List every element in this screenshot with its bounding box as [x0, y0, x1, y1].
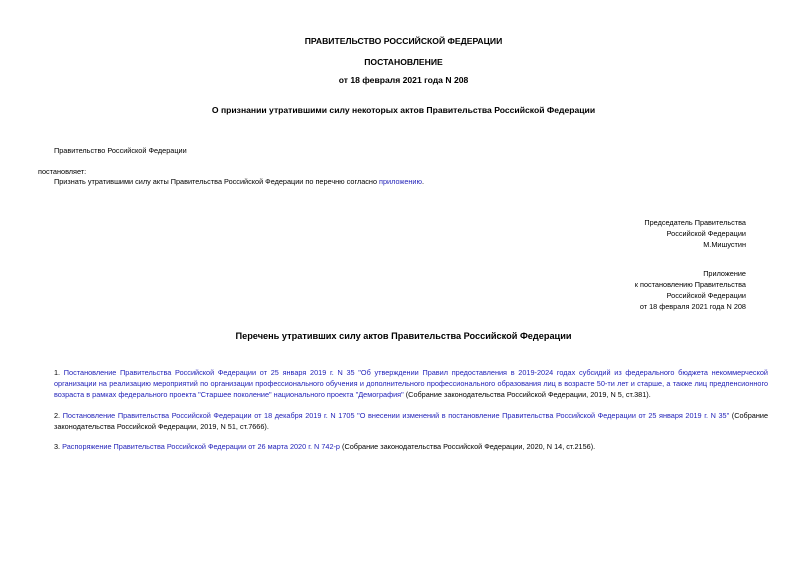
- list-item: [38, 368, 768, 400]
- body-paragraph-end: .: [421, 177, 424, 186]
- item-link[interactable]: Распоряжение Правительства Российской Федерации от 26 марта 2020 г. N 742-р: [62, 442, 340, 451]
- signature-block: [644, 217, 746, 250]
- appendix-link[interactable]: приложению: [379, 177, 422, 186]
- list-item: [38, 442, 768, 453]
- date-number-heading: от 18 февраля 2021 года N 208: [338, 75, 469, 85]
- item-number: 2.: [54, 411, 63, 420]
- signature-position: Председатель Правительства: [644, 218, 746, 227]
- body-resolves: постановляет:: [38, 167, 87, 176]
- appendix-to-resolution: к постановлению Правительства: [634, 280, 746, 289]
- item-link[interactable]: Постановление Правительства Российской Федерации от 25 января 2019 г. N 35 "Об утверждении Правил предоставления в 2019-2024 годах субсидий из федерального бюджета некоммерческой организации на реализацию мероприятий по организации профессионального обучения и дополнительного профессионального образования лиц в возрасте 50-ти лет и старше, а также лиц предпенсионного возраста в рамках федерального проекта "Старшее поколение" национального проекта "Демография": [54, 368, 768, 399]
- appendix-title: Перечень утративших силу актов Правительства Российской Федерации: [235, 331, 572, 341]
- item-number: 1.: [54, 368, 64, 377]
- item-source: (Собрание законодательства Российской Федерации, 2019, N 51, ст.7666).: [54, 411, 768, 431]
- org-heading: ПРАВИТЕЛЬСТВО РОССИЙСКОЙ ФЕДЕРАЦИИ: [304, 36, 503, 46]
- item-source: (Собрание законодательства Российской Федерации, 2020, N 14, ст.2156).: [340, 442, 596, 451]
- body-paragraph-text: Признать утратившими силу акты Правительства Российской Федерации по перечню согласно: [54, 177, 380, 186]
- signature-position-cont: Российской Федерации: [666, 229, 746, 238]
- list-item: [38, 411, 768, 433]
- item-source: (Собрание законодательства Российской Федерации, 2019, N 5, ст.381).: [403, 389, 651, 399]
- body-government: Правительство Российской Федерации: [54, 146, 187, 155]
- appendix-federation: Российской Федерации: [666, 291, 746, 300]
- document-title: О признании утратившими силу некоторых актов Правительства Российской Федерации: [211, 105, 596, 115]
- item-link[interactable]: Постановление Правительства Российской Федерации от 18 декабря 2019 г. N 1705 "О внесении изменений в постановление Правительства Российской Федерации от 25 января 2019 г. N 35": [62, 411, 730, 420]
- appendix-block: [635, 268, 746, 312]
- doc-type-heading: ПОСТАНОВЛЕНИЕ: [364, 57, 443, 67]
- appendix-label: Приложение: [703, 269, 746, 278]
- appendix-date: от 18 февраля 2021 года N 208: [639, 302, 746, 311]
- signature-name: М.Мишустин: [703, 240, 746, 249]
- item-number: 3.: [54, 442, 63, 451]
- body-paragraph: [54, 177, 424, 188]
